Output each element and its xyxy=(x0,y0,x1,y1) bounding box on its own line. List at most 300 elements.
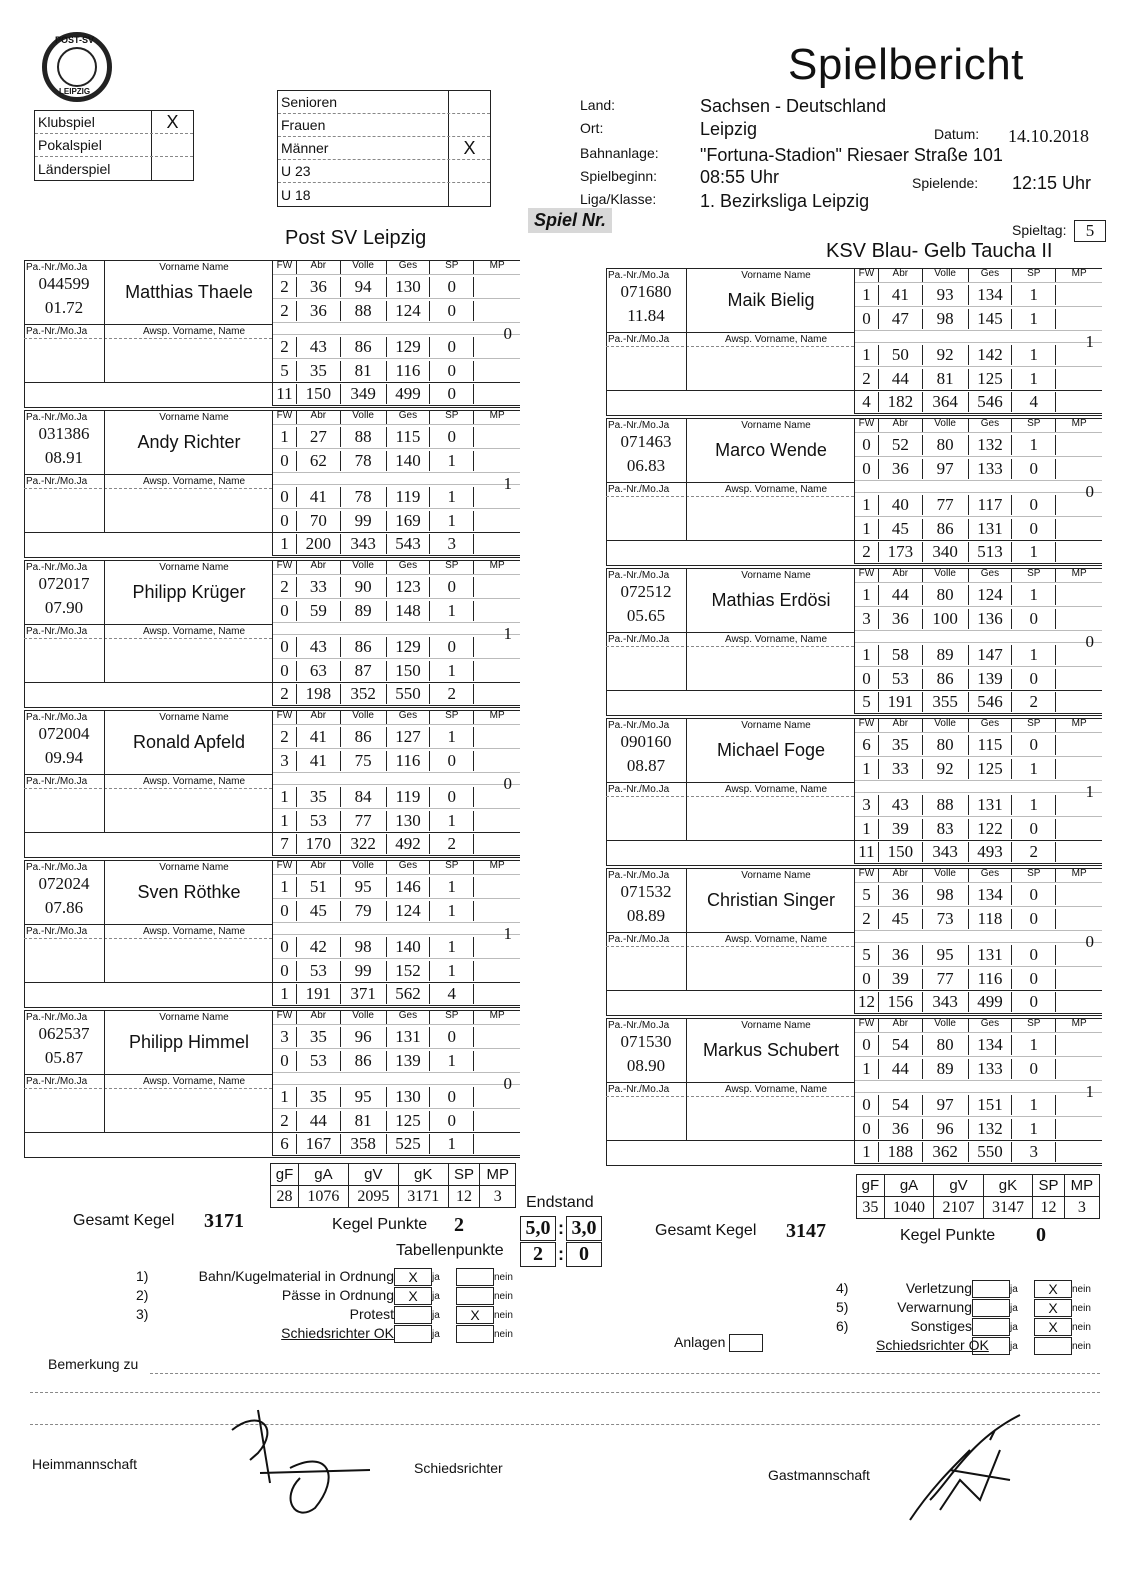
score-cell: 1 xyxy=(1012,759,1056,779)
col-header: Volle xyxy=(341,710,387,724)
score-cell: 90 xyxy=(341,577,387,597)
check-number: 3) xyxy=(136,1306,149,1322)
score-cell: 0 xyxy=(273,637,297,657)
away-kp-value: 0 xyxy=(1036,1224,1046,1246)
player-block xyxy=(606,868,1102,1018)
totals-header-row xyxy=(857,1175,1100,1197)
bemerkung-line-2 xyxy=(30,1392,1100,1393)
score-row xyxy=(273,874,520,898)
col-header: FW xyxy=(855,268,879,282)
beginn-value: 08:55 Uhr xyxy=(700,167,780,187)
divider xyxy=(606,1082,854,1083)
check-label: Schiedsrichter OK xyxy=(876,1337,989,1353)
score-cell: 1 xyxy=(430,511,474,531)
score-cell: 6 xyxy=(273,1134,297,1154)
score-cell: 0 xyxy=(430,1027,474,1047)
match-point: 1 xyxy=(1085,782,1094,801)
totals-header: gA xyxy=(884,1175,933,1197)
score-cell: 119 xyxy=(387,487,431,507)
score-cell: 80 xyxy=(923,585,969,605)
ja-checkbox[interactable] xyxy=(394,1325,432,1343)
player-year: 08.91 xyxy=(44,448,84,467)
score-header xyxy=(855,868,1102,882)
player-number: 071532 xyxy=(620,882,672,901)
col-header: MP xyxy=(1071,268,1087,279)
score-cell: 86 xyxy=(923,669,969,689)
score-cell: 139 xyxy=(969,669,1013,689)
score-cell: 140 xyxy=(387,937,431,957)
score-cell: 115 xyxy=(969,735,1013,755)
panr-header-sub: Pa.-Nr./Mo.Ja xyxy=(26,776,88,787)
ja-label: ja xyxy=(1010,1283,1018,1295)
awsp-header: Awsp. Vorname, Name xyxy=(142,1076,246,1087)
score-cell: 1 xyxy=(430,1051,474,1071)
check-row xyxy=(836,1337,1096,1355)
score-cell: 1 xyxy=(1012,1035,1056,1055)
player-block xyxy=(606,268,1102,418)
score-cell: 182 xyxy=(879,392,923,412)
score-header xyxy=(855,718,1102,732)
col-header: Volle xyxy=(341,1010,387,1024)
posthorn-icon xyxy=(57,47,97,87)
score-gap xyxy=(855,330,1102,342)
score-cell: 36 xyxy=(879,1119,923,1139)
totals-value: 3 xyxy=(480,1186,516,1208)
match-type-checkbox[interactable]: X xyxy=(151,111,193,133)
score-cell: 0 xyxy=(273,937,297,957)
category-row xyxy=(278,183,490,206)
col-header: MP xyxy=(489,860,505,871)
match-point: 0 xyxy=(1085,932,1094,951)
totals-value: 1040 xyxy=(884,1197,933,1219)
score-cell: 0 xyxy=(273,451,297,471)
col-header: FW xyxy=(855,718,879,732)
nein-label: nein xyxy=(1072,1321,1091,1333)
score-row xyxy=(855,882,1102,906)
panr-header: Pa.-Nr./Mo.Ja xyxy=(26,412,88,423)
score-cell: 53 xyxy=(879,669,923,689)
score-cell: 43 xyxy=(297,637,341,657)
score-cell: 36 xyxy=(297,277,341,297)
col-header: Abr xyxy=(879,1018,923,1032)
totals-value: 12 xyxy=(1033,1197,1065,1219)
divider xyxy=(606,782,854,783)
nein-label: nein xyxy=(494,1309,513,1321)
col-header: MP xyxy=(489,1010,505,1021)
match-type-checkbox[interactable] xyxy=(151,134,193,156)
awsp-header: Awsp. Vorname, Name xyxy=(724,1084,828,1095)
divider xyxy=(24,774,272,775)
nein-checkbox[interactable] xyxy=(456,1287,494,1305)
check-number: 2) xyxy=(136,1287,149,1303)
score-cell: 35 xyxy=(297,361,341,381)
home-gesamt-label: Gesamt Kegel xyxy=(73,1212,175,1229)
score-row xyxy=(273,424,520,448)
logo-text-bottom: LEIPZIG xyxy=(59,87,91,96)
score-cell: 124 xyxy=(969,585,1013,605)
vorname-header: Vorname Name xyxy=(159,412,229,423)
check-row xyxy=(836,1299,1096,1317)
score-cell: 1 xyxy=(430,487,474,507)
divider xyxy=(104,1010,105,1132)
score-row xyxy=(855,732,1102,756)
panr-header: Pa.-Nr./Mo.Ja xyxy=(608,570,670,581)
ja-checkbox[interactable] xyxy=(394,1306,432,1324)
category-checkbox[interactable] xyxy=(448,114,490,136)
score-cell: 78 xyxy=(341,451,387,471)
divider xyxy=(24,938,272,939)
nein-checkbox[interactable]: X xyxy=(456,1306,494,1324)
nein-checkbox[interactable] xyxy=(456,1325,494,1343)
totals-value: 12 xyxy=(448,1186,480,1208)
score-cell: 116 xyxy=(387,361,431,381)
score-row xyxy=(855,666,1102,690)
col-header: Ges xyxy=(387,260,431,274)
ja-checkbox[interactable]: X xyxy=(394,1268,432,1286)
score-cell: 1 xyxy=(430,451,474,471)
datum-label: Datum: xyxy=(934,126,980,142)
score-row xyxy=(273,832,520,856)
score-gap xyxy=(273,1072,520,1084)
score-row xyxy=(855,942,1102,966)
score-cell: 562 xyxy=(387,984,431,1004)
score-cell: 2 xyxy=(273,684,297,704)
score-cell: 2 xyxy=(273,277,297,297)
player-year: 11.84 xyxy=(627,306,665,325)
col-header: SP xyxy=(430,560,474,574)
score-cell: 62 xyxy=(297,451,341,471)
ja-checkbox[interactable] xyxy=(972,1280,1010,1298)
score-cell: 152 xyxy=(387,961,431,981)
col-header: SP xyxy=(430,710,474,724)
score-cell: 4 xyxy=(855,392,879,412)
category-checkbox[interactable] xyxy=(448,91,490,113)
score-cell: 1 xyxy=(273,811,297,831)
score-cell: 44 xyxy=(879,585,923,605)
score-cell: 1 xyxy=(1012,585,1056,605)
score-cell: 2 xyxy=(855,369,879,389)
score-row xyxy=(855,690,1102,714)
ja-checkbox[interactable]: X xyxy=(394,1287,432,1305)
endstand-home: 5,0 xyxy=(520,1216,556,1241)
score-cell: 546 xyxy=(969,692,1013,712)
category-checkbox[interactable] xyxy=(448,183,490,206)
player-block xyxy=(606,718,1102,868)
player-year: 07.86 xyxy=(44,898,84,917)
score-cell: 1 xyxy=(273,427,297,447)
panr-header-sub: Pa.-Nr./Mo.Ja xyxy=(26,476,88,487)
datum-value: 14.10.2018 xyxy=(1008,126,1089,146)
divider xyxy=(686,568,687,690)
score-cell: 33 xyxy=(297,577,341,597)
score-cell: 0 xyxy=(1012,819,1056,839)
totals-header: gF xyxy=(271,1164,299,1186)
match-point: 0 xyxy=(1085,482,1094,501)
score-row xyxy=(855,990,1102,1014)
totals-header: MP xyxy=(1064,1175,1099,1197)
score-cell: 2 xyxy=(273,337,297,357)
divider xyxy=(24,1074,272,1075)
score-cell: 362 xyxy=(923,1142,969,1162)
divider xyxy=(606,646,854,647)
score-cell: 0 xyxy=(855,435,879,455)
score-cell: 117 xyxy=(969,495,1013,515)
check-label: Verletzung xyxy=(905,1280,972,1296)
score-cell: 75 xyxy=(341,751,387,771)
score-grid xyxy=(854,418,1102,564)
score-cell: 44 xyxy=(879,1059,923,1079)
totals-header: gV xyxy=(348,1164,398,1186)
score-cell: 140 xyxy=(387,451,431,471)
nein-checkbox[interactable]: X xyxy=(1034,1280,1072,1298)
away-gesamt-value: 3147 xyxy=(786,1220,826,1242)
divider xyxy=(686,1018,687,1140)
score-cell: 77 xyxy=(923,495,969,515)
col-header: FW xyxy=(273,710,297,724)
nein-checkbox[interactable]: X xyxy=(1034,1299,1072,1317)
col-header: Ges xyxy=(969,1018,1013,1032)
score-cell: 0 xyxy=(430,1111,474,1131)
divider xyxy=(606,932,854,933)
panr-header: Pa.-Nr./Mo.Ja xyxy=(26,862,88,873)
score-cell: 116 xyxy=(969,969,1013,989)
match-point: 0 xyxy=(503,774,512,793)
home-kp-label: Kegel Punkte xyxy=(332,1216,428,1233)
player-block xyxy=(24,860,520,1010)
score-cell: 1 xyxy=(855,345,879,365)
score-cell: 99 xyxy=(341,511,387,531)
club-logo xyxy=(42,32,112,102)
score-cell: 47 xyxy=(879,309,923,329)
score-cell: 191 xyxy=(879,692,923,712)
score-cell: 198 xyxy=(297,684,341,704)
col-header: Volle xyxy=(923,1018,969,1032)
score-cell: 45 xyxy=(879,909,923,929)
score-cell: 0 xyxy=(1012,909,1056,929)
score-cell: 1 xyxy=(1012,1095,1056,1115)
player-number: 072017 xyxy=(38,574,90,593)
score-cell: 0 xyxy=(273,601,297,621)
player-year: 01.72 xyxy=(44,298,84,317)
score-cell: 58 xyxy=(879,645,923,665)
divider xyxy=(606,540,854,541)
tab-away: 0 xyxy=(566,1242,602,1267)
divider xyxy=(104,410,105,532)
totals-value: 1076 xyxy=(298,1186,348,1208)
awsp-header: Awsp. Vorname, Name xyxy=(142,326,246,337)
totals-header: gV xyxy=(934,1175,983,1197)
land-label: Land: xyxy=(580,97,616,113)
score-cell: 1 xyxy=(1012,1119,1056,1139)
score-cell: 169 xyxy=(387,511,431,531)
totals-value-row xyxy=(271,1186,516,1208)
score-cell: 2 xyxy=(273,1111,297,1131)
col-header: SP xyxy=(1012,418,1056,432)
divider xyxy=(686,268,687,390)
divider xyxy=(606,946,854,947)
home-kp-value: 2 xyxy=(454,1214,464,1236)
category-label: U 23 xyxy=(281,163,311,179)
score-cell: 0 xyxy=(855,1119,879,1139)
score-row xyxy=(855,606,1102,630)
col-header: MP xyxy=(1071,1018,1087,1029)
category-row xyxy=(278,114,490,137)
ja-label: ja xyxy=(432,1328,440,1340)
score-gap xyxy=(855,630,1102,642)
score-cell: 355 xyxy=(923,692,969,712)
col-header: MP xyxy=(489,560,505,571)
player-number: 044599 xyxy=(38,274,90,293)
score-cell: 133 xyxy=(969,459,1013,479)
score-cell: 50 xyxy=(879,345,923,365)
col-header: Ges xyxy=(387,860,431,874)
score-cell: 0 xyxy=(1012,459,1056,479)
score-cell: 44 xyxy=(297,1111,341,1131)
score-cell: 1 xyxy=(430,661,474,681)
score-cell: 124 xyxy=(387,301,431,321)
col-header: Volle xyxy=(341,410,387,424)
col-header: Volle xyxy=(923,718,969,732)
nein-checkbox[interactable]: X xyxy=(1034,1318,1072,1336)
score-row xyxy=(855,582,1102,606)
divider xyxy=(104,560,105,682)
score-row xyxy=(855,492,1102,516)
score-cell: 0 xyxy=(273,901,297,921)
score-cell: 41 xyxy=(297,487,341,507)
category-checkbox[interactable]: X xyxy=(448,137,490,159)
score-cell: 173 xyxy=(879,542,923,562)
ende-label: Spielende: xyxy=(912,175,979,191)
nein-checkbox[interactable] xyxy=(456,1268,494,1286)
score-cell: 78 xyxy=(341,487,387,507)
score-cell: 3 xyxy=(855,795,879,815)
divider xyxy=(24,624,272,625)
match-type-label: Klubspiel xyxy=(38,114,95,130)
score-cell: 0 xyxy=(1012,969,1056,989)
score-cell: 81 xyxy=(923,369,969,389)
score-cell: 0 xyxy=(273,961,297,981)
ja-checkbox[interactable] xyxy=(972,1337,1010,1355)
col-header: SP xyxy=(430,1010,474,1024)
score-grid xyxy=(272,560,520,706)
divider xyxy=(606,796,854,797)
score-grid xyxy=(854,268,1102,414)
score-cell: 124 xyxy=(387,901,431,921)
col-header: Abr xyxy=(297,1010,341,1024)
score-grid xyxy=(272,860,520,1006)
awsp-header: Awsp. Vorname, Name xyxy=(142,476,246,487)
score-cell: 343 xyxy=(923,992,969,1012)
ja-label: ja xyxy=(432,1271,440,1283)
score-cell: 1 xyxy=(855,1059,879,1079)
player-block xyxy=(24,260,520,410)
divider xyxy=(24,832,272,833)
score-cell: 80 xyxy=(923,435,969,455)
match-type-checkbox[interactable] xyxy=(151,157,193,180)
score-cell: 134 xyxy=(969,885,1013,905)
score-cell: 131 xyxy=(969,945,1013,965)
divider xyxy=(24,382,272,383)
player-block xyxy=(24,560,520,710)
match-point: 0 xyxy=(503,1074,512,1093)
check-label: Bahn/Kugelmaterial in Ordnung xyxy=(198,1268,394,1284)
divider xyxy=(24,1088,272,1089)
score-cell: 81 xyxy=(341,361,387,381)
score-cell: 1 xyxy=(1012,645,1056,665)
score-cell: 95 xyxy=(923,945,969,965)
score-row xyxy=(273,382,520,406)
score-row xyxy=(273,934,520,958)
score-cell: 12 xyxy=(855,992,879,1012)
panr-header-sub: Pa.-Nr./Mo.Ja xyxy=(26,326,88,337)
col-header: Ges xyxy=(969,268,1013,282)
anlagen-box[interactable] xyxy=(729,1334,763,1352)
score-cell: 358 xyxy=(341,1134,387,1154)
score-cell: 41 xyxy=(879,285,923,305)
totals-header: MP xyxy=(480,1164,516,1186)
score-cell: 3 xyxy=(1012,1142,1056,1162)
player-name: Markus Schubert xyxy=(702,1040,840,1060)
score-row xyxy=(855,966,1102,990)
ja-label: ja xyxy=(1010,1302,1018,1314)
vorname-header: Vorname Name xyxy=(159,712,229,723)
score-cell: 45 xyxy=(879,519,923,539)
score-cell: 1 xyxy=(1012,542,1056,562)
ja-checkbox[interactable] xyxy=(972,1299,1010,1317)
score-row xyxy=(855,1056,1102,1080)
match-point: 1 xyxy=(503,474,512,493)
score-row xyxy=(855,1116,1102,1140)
score-cell: 127 xyxy=(387,727,431,747)
score-cell: 27 xyxy=(297,427,341,447)
divider xyxy=(606,346,854,347)
totals-value: 3 xyxy=(1064,1197,1099,1219)
score-cell: 80 xyxy=(923,735,969,755)
category-checkbox[interactable] xyxy=(448,160,490,182)
score-row xyxy=(273,274,520,298)
category-label: Frauen xyxy=(281,117,326,133)
col-header: Abr xyxy=(297,560,341,574)
col-header: MP xyxy=(1071,868,1087,879)
score-cell: 513 xyxy=(969,542,1013,562)
score-row xyxy=(273,898,520,922)
score-cell: 130 xyxy=(387,277,431,297)
panr-header-sub: Pa.-Nr./Mo.Ja xyxy=(608,1084,670,1095)
score-cell: 1 xyxy=(1012,285,1056,305)
score-cell: 130 xyxy=(387,1087,431,1107)
score-cell: 97 xyxy=(923,459,969,479)
score-grid xyxy=(854,718,1102,864)
score-cell: 148 xyxy=(387,601,431,621)
score-cell: 116 xyxy=(387,751,431,771)
score-gap xyxy=(273,772,520,784)
divider xyxy=(606,990,854,991)
score-cell: 84 xyxy=(341,787,387,807)
totals-header: gF xyxy=(857,1175,885,1197)
nein-label: nein xyxy=(494,1328,513,1340)
score-cell: 35 xyxy=(297,1087,341,1107)
ja-checkbox[interactable] xyxy=(972,1318,1010,1336)
score-cell: 1 xyxy=(1012,795,1056,815)
totals-value: 28 xyxy=(271,1186,299,1208)
score-cell: 550 xyxy=(969,1142,1013,1162)
col-header: Ges xyxy=(969,418,1013,432)
totals-value: 3171 xyxy=(398,1186,448,1208)
score-cell: 53 xyxy=(297,811,341,831)
nein-checkbox[interactable] xyxy=(1034,1337,1072,1355)
away-totals-table xyxy=(856,1174,1100,1219)
score-cell: 1 xyxy=(855,1142,879,1162)
